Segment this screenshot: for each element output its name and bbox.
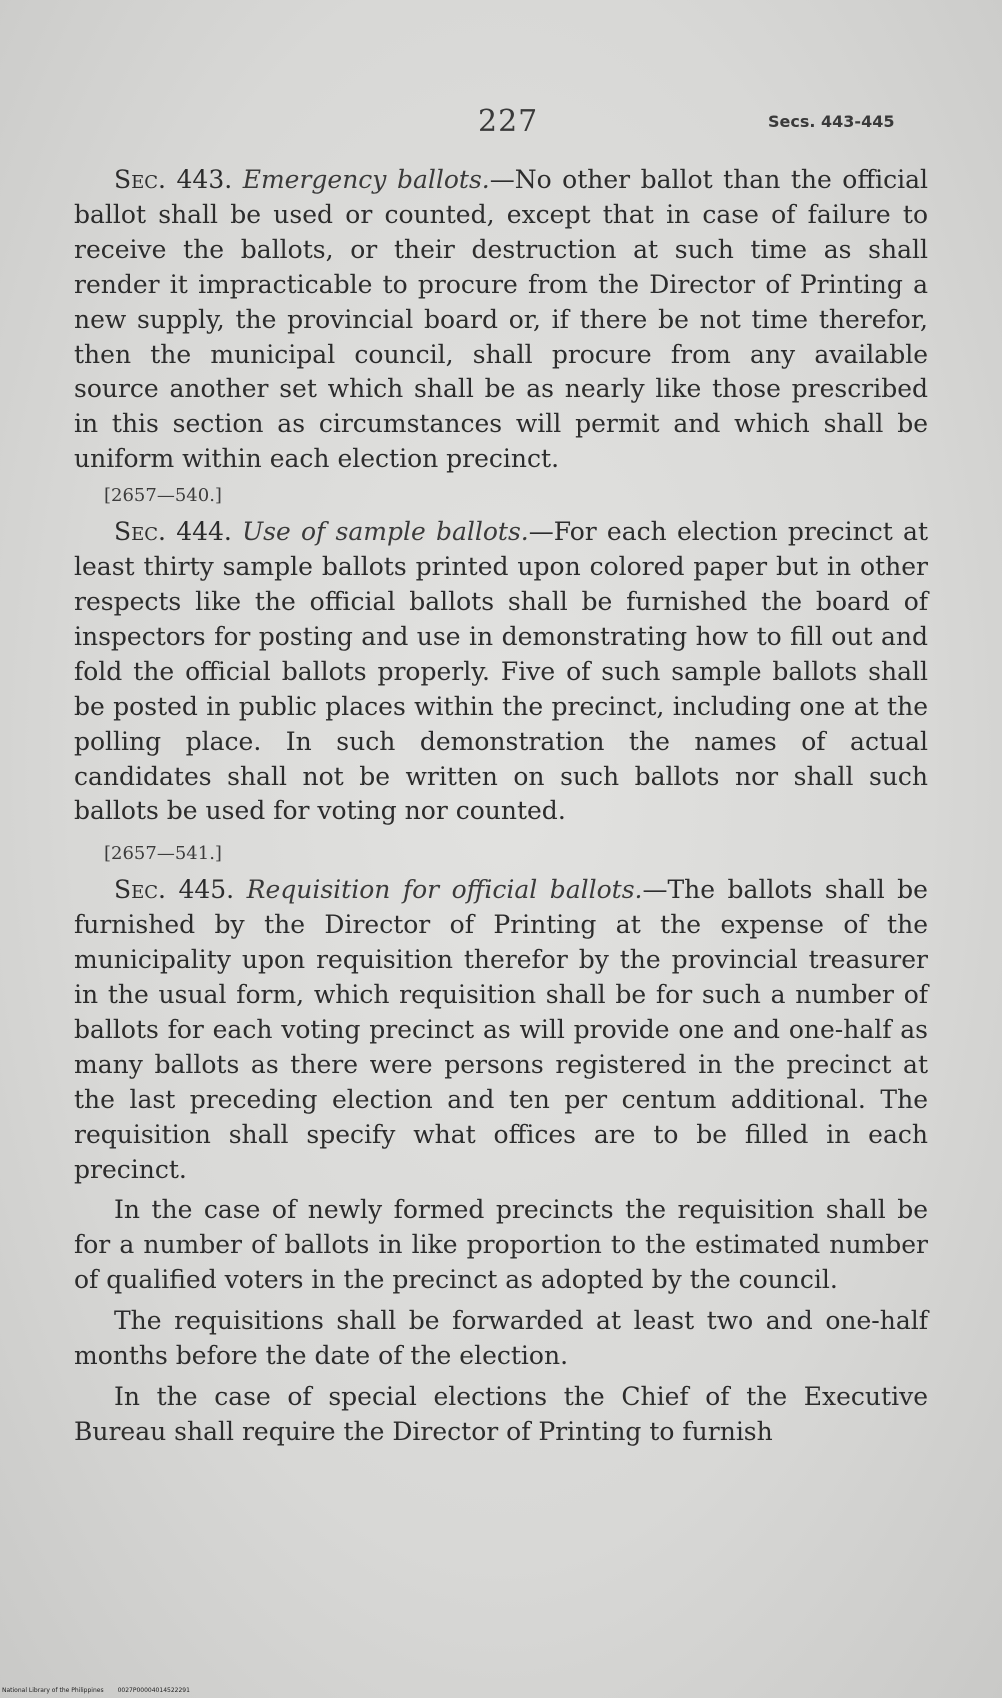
- page-number: 227: [478, 104, 539, 139]
- section-title: Requisition for official ballots.: [246, 875, 643, 905]
- citation: [2657—541.]: [104, 843, 222, 865]
- paragraph: The requisitions shall be forwarded at least two and one-half months before the date of the election.: [74, 1306, 928, 1371]
- body-text: [74, 163, 928, 1450]
- section-444: [74, 515, 928, 829]
- footer: [2, 1687, 204, 1694]
- section-title: Use of sample ballots.: [242, 517, 529, 547]
- section-label: Sec. 445.: [114, 875, 235, 905]
- paragraph: In the case of special elections the Chief of the Executive Bureau shall require the Director of Printing to furnish: [74, 1382, 928, 1446]
- section-title: Emergency ballots.: [242, 165, 490, 194]
- running-head: Secs. 443-445: [768, 112, 895, 131]
- footer-id: 0027P00004014522291: [117, 1687, 190, 1694]
- section-text: —For each election precinct at least thirty sample ballots printed upon colored paper but in other respects like the official ballots shall be furnished the board of inspectors for posting and use in demonstrating how to fill out and fold the official ballots properly. Five of such sample ballots shall be posted in public places within the precinct, including one at the polling place. In such demonstration the names of actual candidates shall not be written on such ballots nor shall such ballots be used for voting nor counted.: [74, 517, 928, 826]
- section-label: Sec. 444.: [114, 517, 232, 547]
- section-445: [74, 873, 928, 1187]
- paragraph: In the case of newly formed precincts the requisition shall be for a number of ballots in like proportion to the estimated number of qualified voters in the precinct as adopted by the council.: [74, 1195, 928, 1295]
- citation: [2657—540.]: [104, 485, 222, 507]
- section-label: Sec. 443.: [114, 165, 233, 194]
- section-text: —No other ballot than the official ballot shall be used or counted, except that in case of failure to receive the ballots, or their destruction at such time as shall render it impracticable to procure from the Director of Printing a new supply, the provincial board or, if there be not time therefor, then the municipal council, shall procure from any available source another set which shall be as nearly like those prescribed in this section as circumstances will permit and which shall be uniform within each election precinct.: [74, 165, 928, 474]
- section-text: —The ballots shall be furnished by the Director of Printing at the expense of the municipality upon requisition therefor by the provincial treasurer in the usual form, which requisition shall be for such a number of ballots for each voting precinct as will provide one and one-half as many ballots as there were persons registered in the precinct at the last preceding election and ten per centum additional. The requisition shall specify what offices are to be filled in each precinct.: [74, 875, 928, 1184]
- footer-library: National Library of the Philippines: [2, 1687, 104, 1694]
- section-443: [74, 163, 928, 477]
